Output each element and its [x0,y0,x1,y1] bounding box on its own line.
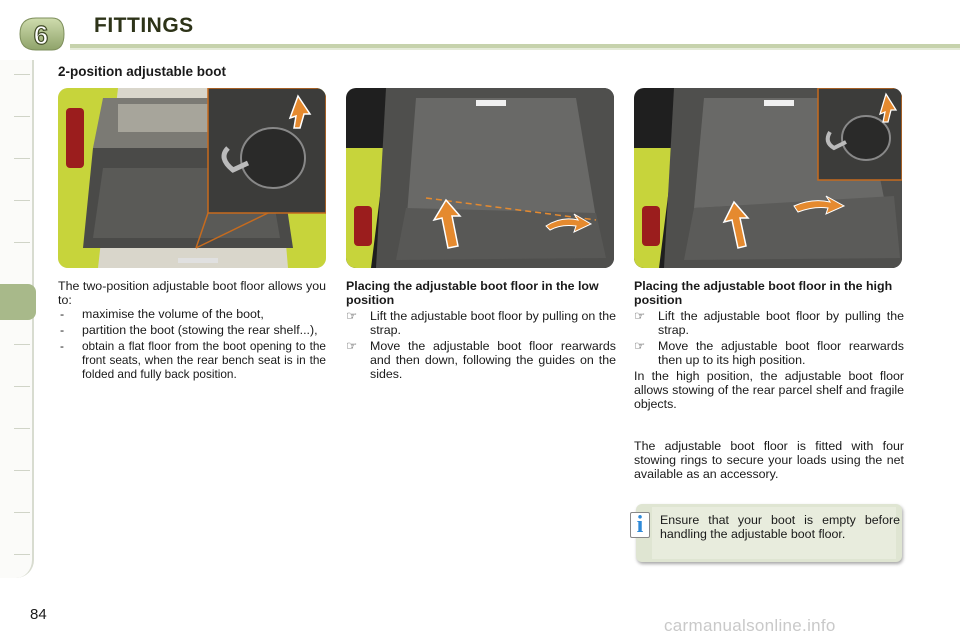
chapter-tab-rail [0,60,34,578]
page-title: FITTINGS [94,14,194,37]
list-item-text: Lift the adjustable boot floor by pulling the strap. [658,309,904,337]
rail-tick [14,242,30,243]
rail-tick [14,470,30,471]
list-item-text: partition the boot (stowing the rear shelf...), [82,323,318,337]
pointing-hand-icon: ☞ [634,309,646,323]
rail-tick [14,554,30,555]
list-item-text: Move the adjustable boot floor rearwards and then down, following the guides on the sides. [370,339,616,381]
rail-tick [14,74,30,75]
boot-high-position-photo [634,88,902,268]
rail-tick [14,428,30,429]
intro-paragraph: The two-position adjustable boot floor allows you to: [58,279,326,307]
rail-tick [14,386,30,387]
chapter-badge [16,14,66,54]
low-position-heading: Placing the adjustable boot floor in the low position [346,279,599,307]
list-item [58,307,326,321]
list-item-text: Lift the adjustable boot floor by pulling on the strap. [370,309,616,337]
info-icon: i [630,512,650,538]
high-position-paragraph: In the high position, the adjustable boot floor allows stowing of the rear parcel shelf and fragile objects. [634,369,904,411]
list-item-text: Move the adjustable boot floor rearwards then up to its high position. [658,339,904,367]
info-note-text: Ensure that your boot is empty before handling the adjustable boot floor. [660,513,900,541]
dash-marker: - [60,307,65,321]
info-note-box [636,504,902,562]
low-position-column [346,279,616,383]
dash-marker: - [60,323,65,337]
rail-tick [14,200,30,201]
pointing-hand-icon: ☞ [634,339,646,353]
section-heading: 2-position adjustable boot [58,64,226,79]
list-item [346,339,616,381]
high-position-column [634,279,904,481]
intro-column [58,279,326,383]
pointing-hand-icon: ☞ [346,339,358,353]
pointing-hand-icon: ☞ [346,309,358,323]
list-item [634,309,904,337]
rail-tick [14,158,30,159]
stowing-rings-paragraph: The adjustable boot floor is fitted with four stowing rings to secure your loads using the net available as an accessory. [634,439,904,481]
watermark: carmanualsonline.info [664,616,836,635]
chapter-number: 6 [33,20,49,50]
rail-tick [14,116,30,117]
active-chapter-tab[interactable] [0,284,36,320]
list-item-text: obtain a flat floor from the boot opening to the front seats, when the rear bench seat is in the folded and fully back position. [82,339,326,381]
boot-overview-photo [58,88,326,268]
rail-tick [14,344,30,345]
boot-low-position-photo [346,88,614,268]
list-item [346,309,616,337]
header-underline [70,44,960,52]
high-position-heading: Placing the adjustable boot floor in the high position [634,279,893,307]
rail-tick [14,512,30,513]
dash-marker: - [60,339,64,353]
list-item [58,339,326,381]
list-item-text: maximise the volume of the boot, [82,307,264,321]
list-item [58,323,326,337]
page-number: 84 [30,606,47,623]
list-item [634,339,904,367]
